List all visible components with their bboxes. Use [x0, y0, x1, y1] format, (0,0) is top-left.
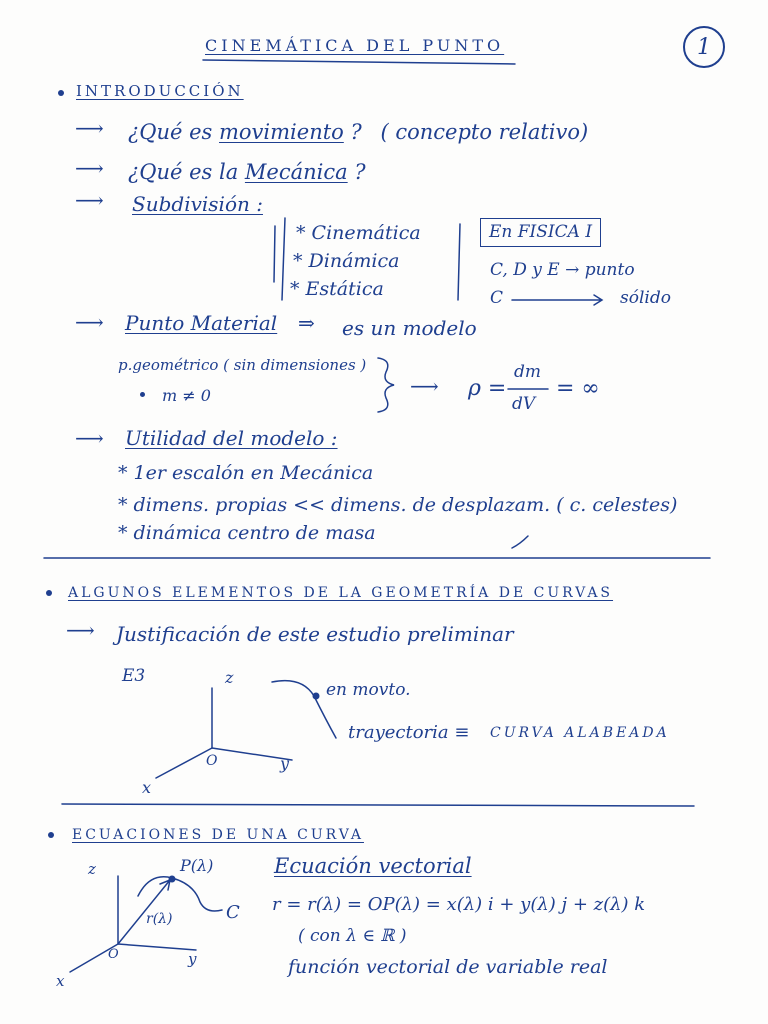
density-numerator: dm	[514, 362, 542, 382]
bracket-line	[458, 224, 460, 300]
punto-material-text: es un modelo	[342, 316, 477, 340]
box-line-punto: C, D y E → punto	[490, 260, 635, 280]
page-title: CINEMÁTICA DEL PUNTO	[205, 36, 505, 55]
box-arrow	[512, 295, 602, 305]
section-heading-intro: INTRODUCCIÓN	[76, 82, 244, 100]
implies-icon: ⇒	[298, 311, 315, 335]
origin-label: O	[206, 753, 218, 769]
arrow-icon: ⟶	[66, 618, 95, 642]
justification-text: Justificación de este estudio preliminar	[116, 622, 514, 646]
density-denominator: dV	[512, 394, 536, 414]
curve-label: C	[226, 902, 240, 923]
axis-z-label: z	[225, 668, 234, 687]
point-label: P(λ)	[180, 856, 214, 875]
axis-x	[156, 748, 212, 778]
point-p	[169, 876, 176, 883]
utilidad-label: Utilidad del modelo :	[125, 426, 338, 450]
pencil-mark	[512, 536, 528, 548]
q2-suffix: ?	[354, 160, 366, 184]
punto-material-label: Punto Material	[125, 311, 278, 335]
title-underline	[203, 60, 515, 64]
arrow-icon: ⟶	[410, 374, 439, 398]
curve-c	[138, 877, 222, 911]
vector-equation-title: Ecuación vectorial	[274, 854, 472, 878]
function-description: función vectorial de variable real	[288, 956, 608, 978]
page-number-text: 1	[697, 34, 711, 60]
q2-prefix: ¿Qué es la	[128, 160, 239, 184]
utilidad-item: * dimens. propias << dimens. de desplazam. ( c. celestes)	[118, 494, 678, 516]
box-line-c: C	[490, 288, 504, 308]
q1-term: movimiento	[219, 120, 344, 144]
box-line-solido: sólido	[620, 288, 671, 308]
parameter-condition: ( con λ ∈ ℝ )	[298, 926, 407, 946]
subdivision-item: * Cinemática	[296, 222, 421, 244]
section-heading-equations: ECUACIONES DE UNA CURVA	[72, 827, 364, 843]
axis-z-label: z	[88, 860, 96, 878]
point-in-motion-note: en movto.	[326, 680, 411, 700]
trajectory-curve	[272, 681, 336, 738]
axis-y-label: y	[188, 950, 197, 968]
subdivision-item: * Dinámica	[293, 250, 400, 272]
curly-brace	[378, 358, 394, 412]
section-heading-geometry: ALGUNOS ELEMENTOS DE LA GEOMETRÍA DE CURVAS	[68, 585, 614, 601]
arrow-icon: ⟶	[75, 310, 104, 334]
bracket-line	[274, 226, 275, 282]
section-divider	[62, 804, 694, 806]
q1-suffix: ?	[350, 120, 362, 144]
vector-equation: r = r(λ) = OP(λ) = x(λ) i + y(λ) j + z(λ) k	[272, 894, 646, 915]
trajectory-label: trayectoria ≡	[348, 722, 470, 743]
moving-point	[313, 693, 320, 700]
axis-y	[212, 748, 292, 760]
subdivision-label: Subdivisión :	[132, 192, 263, 216]
vector-label: r(λ)	[146, 911, 173, 927]
mass-condition: m ≠ 0	[162, 386, 211, 405]
axis-x-label: x	[142, 778, 152, 797]
axis-x	[70, 944, 118, 972]
axis-y-label: y	[280, 754, 290, 773]
fisica-box-label: En FISICA I	[489, 222, 593, 242]
axis-y	[118, 944, 196, 950]
origin-label: O	[108, 947, 119, 962]
trajectory-caps: CURVA ALABEADA	[490, 725, 670, 741]
arrow-icon: ⟶	[75, 156, 104, 180]
position-vector	[118, 880, 170, 944]
geometric-point: p.geométrico ( sin dimensiones )	[118, 356, 367, 374]
space-label: E3	[122, 666, 146, 686]
q1-prefix: ¿Qué es	[128, 120, 213, 144]
arrow-icon: ⟶	[75, 188, 104, 212]
utilidad-item: * dinámica centro de masa	[118, 522, 376, 544]
bracket-line	[282, 218, 285, 300]
density-rhs: = ∞	[556, 376, 600, 401]
q2-term: Mecánica	[244, 160, 348, 184]
arrow-icon: ⟶	[75, 426, 104, 450]
axis-x-label: x	[56, 972, 65, 990]
q1-note: ( concepto relativo)	[380, 120, 589, 144]
utilidad-item: * 1er escalón en Mecánica	[118, 462, 374, 484]
density-lhs: ρ =	[468, 376, 507, 401]
arrow-icon: ⟶	[75, 116, 104, 140]
subdivision-item: * Estática	[290, 278, 384, 300]
